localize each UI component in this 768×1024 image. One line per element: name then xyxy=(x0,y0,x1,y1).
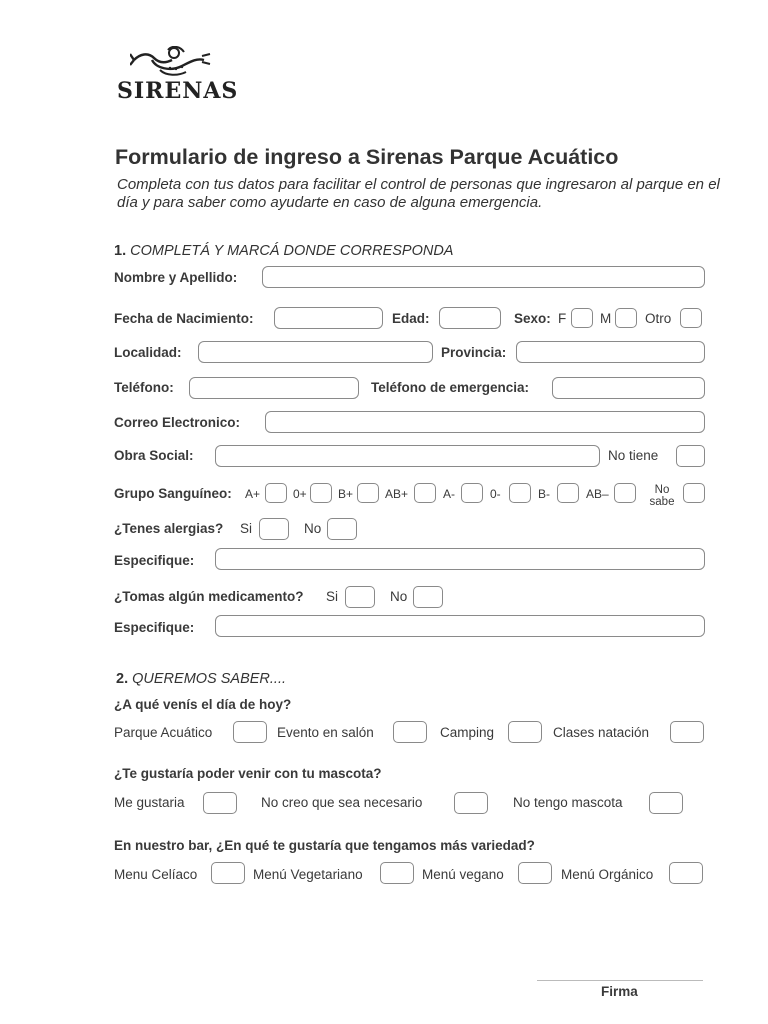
especifique-medicamento-label: Especifique: xyxy=(114,620,195,635)
q1-parque-checkbox[interactable] xyxy=(233,721,267,743)
grupo-b-neg-label: B- xyxy=(538,487,550,501)
section-2-number: 2. xyxy=(116,671,129,687)
grupo-0-neg-checkbox[interactable] xyxy=(509,483,531,503)
grupo-0-pos-label: 0+ xyxy=(293,487,307,501)
grupo-ab-pos-checkbox[interactable] xyxy=(414,483,436,503)
sexo-label: Sexo: xyxy=(514,311,551,326)
nombre-label: Nombre y Apellido: xyxy=(114,270,238,285)
q3-option-organico: Menú Orgánico xyxy=(561,867,654,882)
medicamento-si-label: Si xyxy=(326,589,339,604)
q1-natacion-checkbox[interactable] xyxy=(670,721,704,743)
localidad-label: Localidad: xyxy=(114,345,182,360)
q2-no-necesario-checkbox[interactable] xyxy=(454,792,488,814)
grupo-a-neg-label: A- xyxy=(443,487,455,501)
section-1-title: COMPLETÁ Y MARCÁ DONDE CORRESPONDA xyxy=(130,243,454,259)
no-tiene-label: No tiene xyxy=(608,448,659,463)
provincia-field[interactable] xyxy=(516,341,705,363)
correo-label: Correo Electronico: xyxy=(114,415,241,430)
grupo-ab-pos-label: AB+ xyxy=(385,487,409,501)
medicamento-no-checkbox[interactable] xyxy=(413,586,443,608)
obra-social-label: Obra Social: xyxy=(114,448,194,463)
q1-option-natacion: Clases natación xyxy=(553,725,650,740)
grupo-label: Grupo Sanguíneo: xyxy=(114,486,232,501)
q2-me-gustaria-checkbox[interactable] xyxy=(203,792,237,814)
grupo-a-pos-label: A+ xyxy=(245,487,261,501)
signature-line[interactable] xyxy=(537,980,703,981)
medicamento-label: ¿Tomas algún medicamento? xyxy=(114,589,304,604)
q3-option-vegetariano: Menú Vegetariano xyxy=(253,867,363,882)
sexo-otro-label: Otro xyxy=(645,311,672,326)
edad-field[interactable] xyxy=(439,307,501,329)
q3-label: En nuestro bar, ¿En qué te gustaría que tengamos más variedad? xyxy=(114,838,535,853)
q1-label: ¿A qué venís el día de hoy? xyxy=(114,697,292,712)
fecha-field[interactable] xyxy=(274,307,383,329)
fecha-label: Fecha de Nacimiento: xyxy=(114,311,254,326)
grupo-a-neg-checkbox[interactable] xyxy=(461,483,483,503)
edad-label: Edad: xyxy=(392,311,430,326)
grupo-ab-neg-label: AB– xyxy=(586,487,609,501)
page-title: Formulario de ingreso a Sirenas Parque Acuático xyxy=(115,145,619,169)
sexo-m-checkbox[interactable] xyxy=(615,308,637,328)
grupo-b-pos-checkbox[interactable] xyxy=(357,483,379,503)
q3-option-vegano: Menú vegano xyxy=(422,867,504,882)
q2-no-mascota-checkbox[interactable] xyxy=(649,792,683,814)
q1-option-camping: Camping xyxy=(440,725,495,740)
no-sabe-line-1: No xyxy=(654,484,670,496)
sexo-otro-checkbox[interactable] xyxy=(680,308,702,328)
q3-option-celiaco: Menu Celíaco xyxy=(114,867,198,882)
telefono-emergencia-field[interactable] xyxy=(552,377,705,399)
mermaid-icon xyxy=(130,46,212,80)
q1-camping-checkbox[interactable] xyxy=(508,721,542,743)
grupo-ab-neg-checkbox[interactable] xyxy=(614,483,636,503)
no-sabe-checkbox[interactable] xyxy=(683,483,705,503)
q2-option-me-gustaria: Me gustaria xyxy=(114,795,185,810)
nombre-field[interactable] xyxy=(262,266,705,288)
sexo-f-checkbox[interactable] xyxy=(571,308,593,328)
telefono-field[interactable] xyxy=(189,377,359,399)
q3-organico-checkbox[interactable] xyxy=(669,862,703,884)
grupo-0-neg-label: 0- xyxy=(490,487,501,501)
firma-label: Firma xyxy=(601,984,638,999)
q1-option-parque: Parque Acuático xyxy=(114,725,213,740)
section-1-number: 1. xyxy=(114,243,127,259)
page-subtitle: Completa con tus datos para facilitar el control de personas que ingresaron al parque en el día y para saber como ayudarte en caso de alguna emergencia. xyxy=(117,176,720,211)
sexo-m-label: M xyxy=(600,311,612,326)
telefono-emergencia-label: Teléfono de emergencia: xyxy=(371,380,530,395)
q1-option-evento: Evento en salón xyxy=(277,725,374,740)
grupo-a-pos-checkbox[interactable] xyxy=(265,483,287,503)
especifique-medicamento-field[interactable] xyxy=(215,615,705,637)
section-1-header xyxy=(114,243,453,259)
no-tiene-checkbox[interactable] xyxy=(676,445,705,467)
alergias-label: ¿Tenes alergias? xyxy=(114,521,224,536)
no-sabe-label xyxy=(645,484,679,508)
q3-vegano-checkbox[interactable] xyxy=(518,862,552,884)
q1-evento-checkbox[interactable] xyxy=(393,721,427,743)
q2-label: ¿Te gustaría poder venir con tu mascota? xyxy=(114,766,382,781)
telefono-label: Teléfono: xyxy=(114,380,174,395)
section-2-header xyxy=(116,671,286,687)
medicamento-no-label: No xyxy=(390,589,408,604)
especifique-alergias-field[interactable] xyxy=(215,548,705,570)
q2-option-no-mascota: No tengo mascota xyxy=(513,795,623,810)
q2-option-no-necesario: No creo que sea necesario xyxy=(261,795,423,810)
grupo-b-pos-label: B+ xyxy=(338,487,354,501)
q3-vegetariano-checkbox[interactable] xyxy=(380,862,414,884)
correo-field[interactable] xyxy=(265,411,705,433)
obra-social-field[interactable] xyxy=(215,445,600,467)
sexo-f-label: F xyxy=(558,311,567,326)
logo-text: SIRENAS xyxy=(117,78,239,104)
grupo-0-pos-checkbox[interactable] xyxy=(310,483,332,503)
section-2-title: QUEREMOS SABER.... xyxy=(132,671,287,687)
alergias-no-checkbox[interactable] xyxy=(327,518,357,540)
medicamento-si-checkbox[interactable] xyxy=(345,586,375,608)
q3-celiaco-checkbox[interactable] xyxy=(211,862,245,884)
no-sabe-line-2: sabe xyxy=(649,496,675,508)
provincia-label: Provincia: xyxy=(441,345,507,360)
grupo-b-neg-checkbox[interactable] xyxy=(557,483,579,503)
alergias-no-label: No xyxy=(304,521,322,536)
especifique-alergias-label: Especifique: xyxy=(114,553,195,568)
alergias-si-label: Si xyxy=(240,521,253,536)
localidad-field[interactable] xyxy=(198,341,433,363)
alergias-si-checkbox[interactable] xyxy=(259,518,289,540)
